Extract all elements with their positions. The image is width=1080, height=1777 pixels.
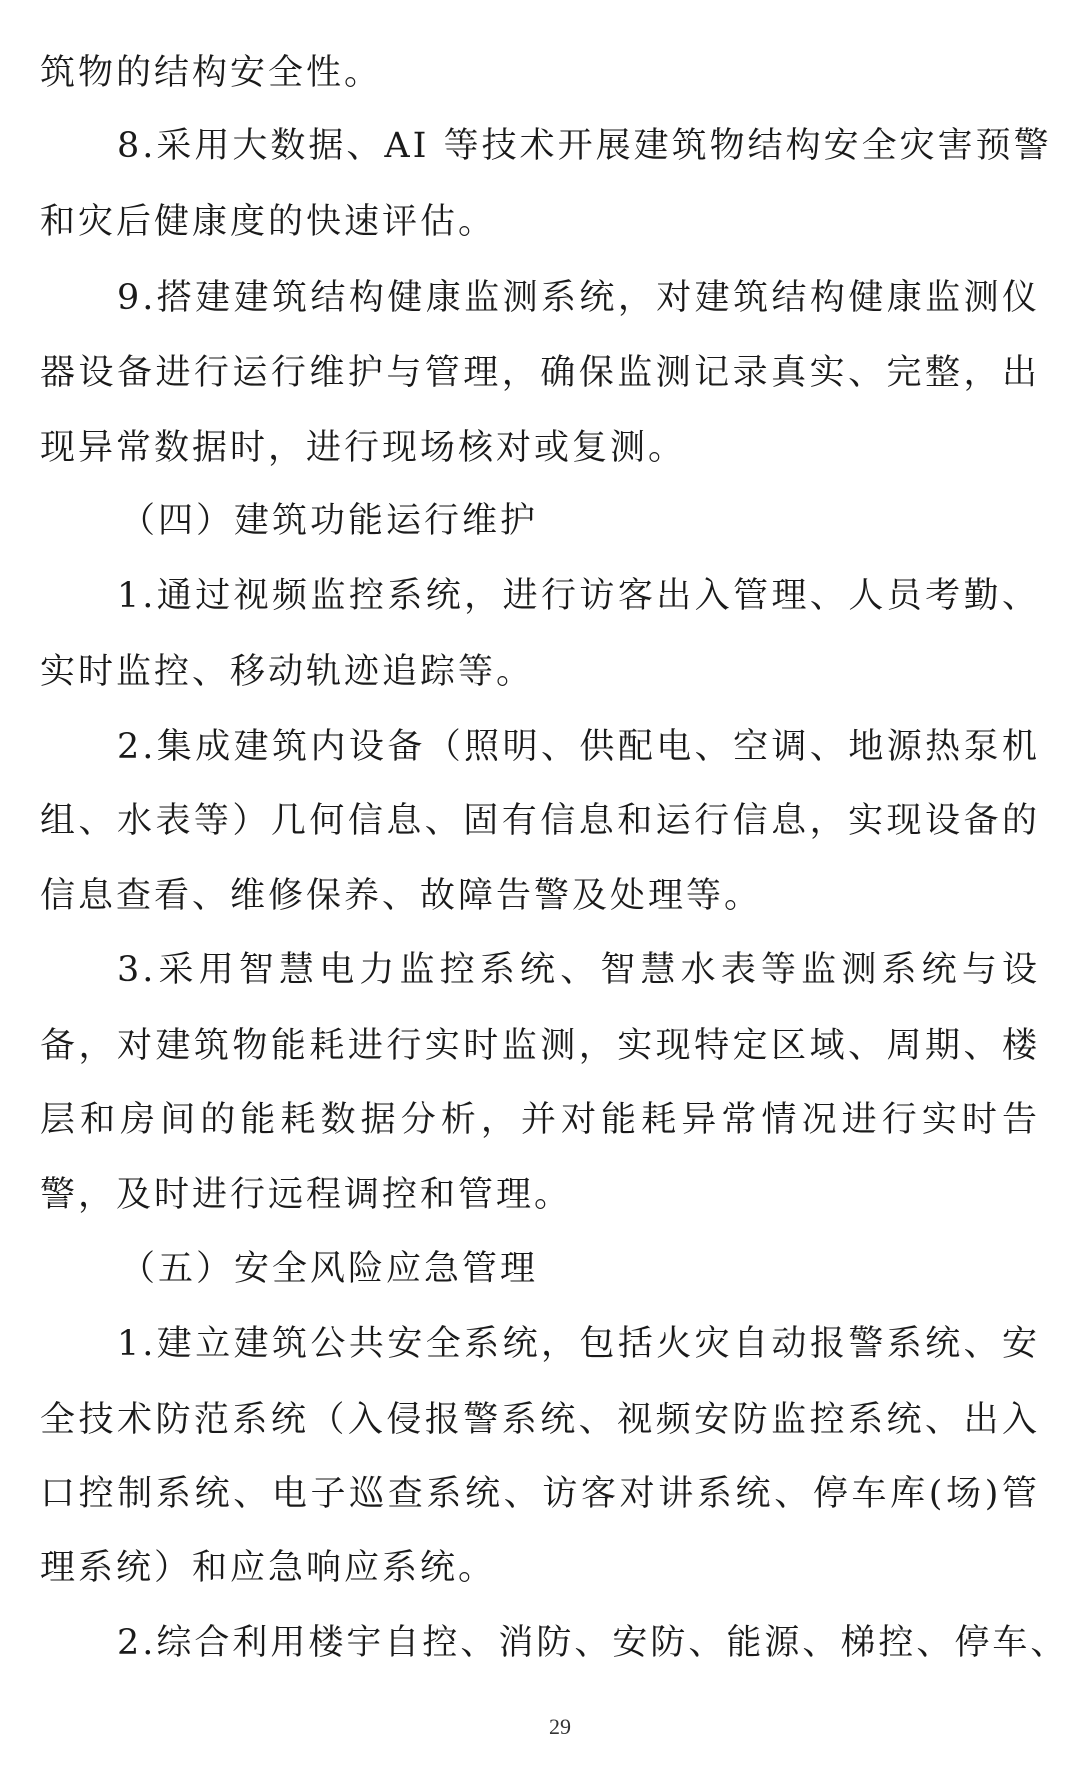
text-line: 备，对建筑物能耗进行实时监测，实现特定区域、周期、楼 <box>40 1026 1040 1066</box>
text-line: 全技术防范系统（入侵报警系统、视频安防监控系统、出入 <box>40 1400 1040 1440</box>
text-line: 警，及时进行远程调控和管理。 <box>40 1175 573 1215</box>
list-item-9: 9.搭建建筑结构健康监测系统，对建筑结构健康监测仪 <box>117 278 1040 318</box>
list-item-2: 2.集成建筑内设备（照明、供配电、空调、地源热泵机 <box>117 727 1040 767</box>
section-heading-5: （五）安全风险应急管理 <box>120 1249 539 1289</box>
text-line: 筑物的结构安全性。 <box>40 53 383 93</box>
text-line: 器设备进行运行维护与管理，确保监测记录真实、完整，出 <box>40 353 1040 393</box>
text-line: 信息查看、维修保养、故障告警及处理等。 <box>40 876 763 916</box>
list-item-1: 1.通过视频监控系统，进行访客出入管理、人员考勤、 <box>117 576 1040 616</box>
text-line: 和灾后健康度的快速评估。 <box>40 202 497 242</box>
text-line: 理系统）和应急响应系统。 <box>40 1548 497 1588</box>
text-line: 实时监控、移动轨迹追踪等。 <box>40 652 535 692</box>
list-item-2: 2.综合利用楼宇自控、消防、安防、能源、梯控、停车、 <box>117 1623 1069 1663</box>
list-item-1: 1.建立建筑公共安全系统，包括火灾自动报警系统、安 <box>117 1324 1040 1364</box>
list-item-3: 3.采用智慧电力监控系统、智慧水表等监测系统与设 <box>117 950 1040 990</box>
text-line: 现异常数据时，进行现场核对或复测。 <box>40 428 687 468</box>
text-line: 口控制系统、电子巡查系统、访客对讲系统、停车库(场)管 <box>40 1474 1040 1514</box>
list-item-8: 8.采用大数据、AI 等技术开展建筑物结构安全灾害预警 <box>117 126 1052 166</box>
section-heading-4: （四）建筑功能运行维护 <box>120 501 539 541</box>
text-line: 组、水表等）几何信息、固有信息和运行信息，实现设备的 <box>40 801 1040 841</box>
page-number: 29 <box>549 1714 571 1739</box>
text-line: 层和房间的能耗数据分析，并对能耗异常情况进行实时告 <box>40 1100 1040 1140</box>
